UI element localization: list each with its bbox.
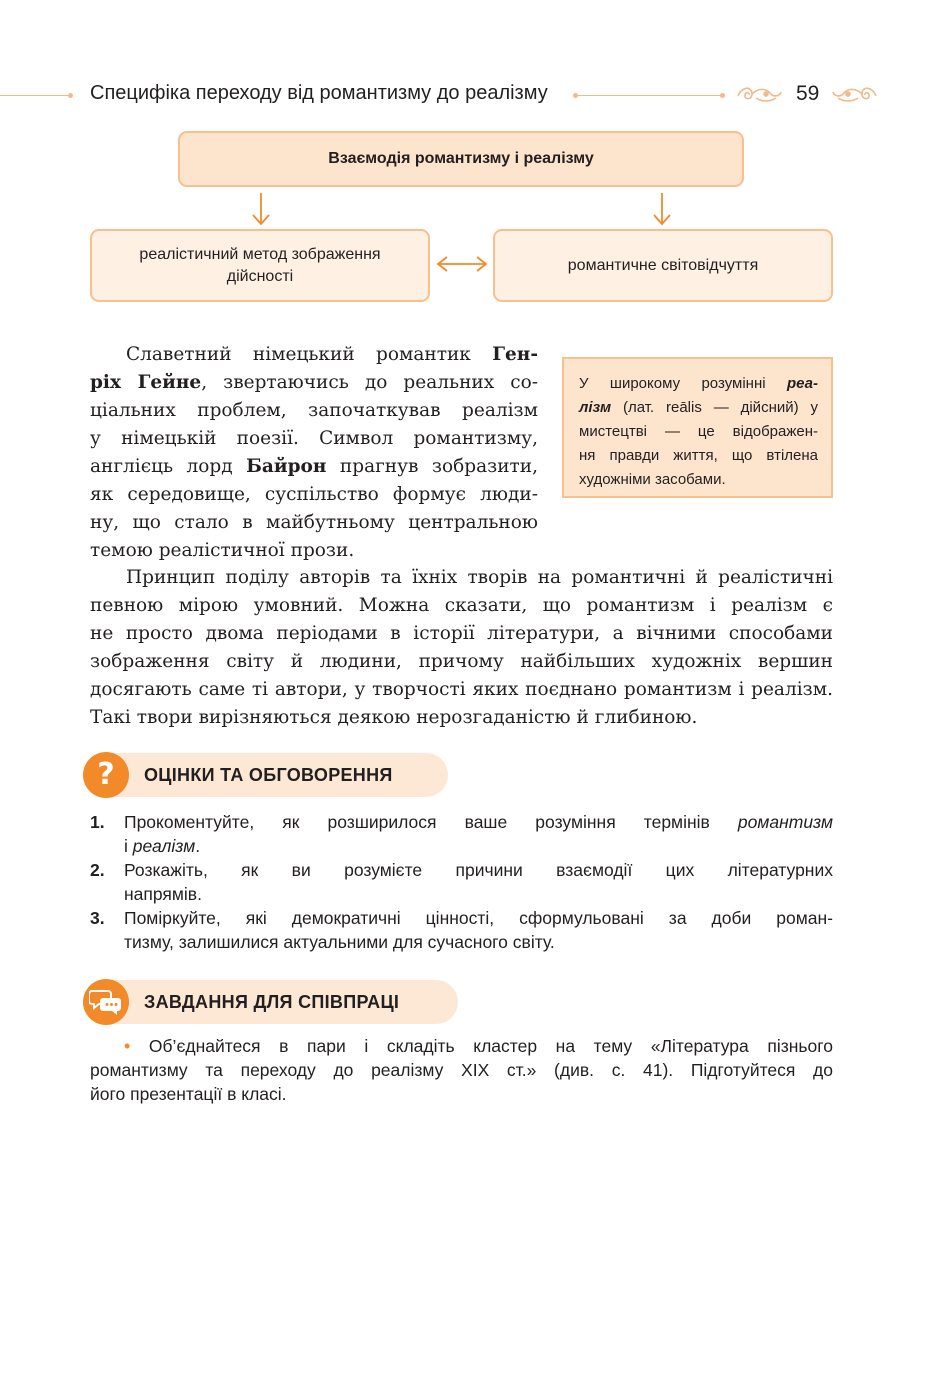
arrow-double-horizontal-icon [436, 254, 488, 274]
list-item: 1. Прокоментуйте, як розширилося ваше розуміння термінів романтизм і реалізм. [90, 812, 833, 856]
paragraph-line: Принцип поділу авторів та їхніх творів на романтичні й реалістичні [126, 567, 833, 588]
paragraph-line: англієць лорд Байрон прагнув зобразити, [90, 456, 538, 477]
paragraph-line: досягають саме ті автори, у творчості яких поєднано романтизм і реалізм. [90, 679, 833, 700]
note-line: лізм (лат. reālis — дійсний) у [579, 399, 818, 416]
definition-note-box [562, 357, 833, 498]
arrow-down-left-icon [250, 192, 272, 226]
diagram-right-box [493, 229, 833, 302]
paragraph-line: як середовище, суспільство формує люди- [90, 484, 538, 505]
diagram-top-box [178, 131, 744, 187]
section-title-cooperation: ЗАВДАННЯ ДЛЯ СПІВПРАЦІ [144, 992, 400, 1012]
ornament-left-icon [736, 84, 782, 106]
task-line: його презентації в класі. [90, 1084, 287, 1104]
running-header-title: Специфіка переходу від романтизму до реалізму [90, 82, 548, 104]
paragraph-line: у німецькій поезії. Символ романтизму, [90, 428, 538, 449]
paragraph-line: ріх Гейне, звертаючись до реальних со- [90, 372, 538, 393]
task-line: романтизму та переходу до реалізму XIX ст.» (див. с. 41). Підготуйтеся до [90, 1060, 833, 1080]
header-rule-dot-mid-right [720, 93, 725, 98]
paragraph-heine-byron [90, 341, 538, 565]
ornament-right-icon [832, 84, 878, 106]
task-line: • Об’єднайтеся в пари і складіть кластер на тему «Література пізнього [124, 1036, 833, 1056]
discussion-questions-list [90, 810, 833, 954]
list-item-number: 3. [90, 908, 105, 928]
header-rule-dot-left [68, 93, 73, 98]
paragraph-line: не просто двома періодами в історії літератури, а вічними способами [90, 623, 833, 644]
diagram-right-label: романтичне світовідчуття [567, 256, 759, 274]
diagram-top-label: Взаємодія романтизму і реалізму [328, 150, 594, 167]
list-item: 3. Поміркуйте, які демократичні цінності, сформульовані за доби роман- тизму, залишилися актуальними для сучасного світу. [90, 908, 833, 952]
note-line: У широкому розумінні реа- [579, 375, 818, 392]
paragraph-principle [90, 564, 833, 732]
header-rule-left [0, 95, 70, 96]
paragraph-line: ну, що стало в майбутньому центральною [90, 512, 538, 533]
list-item-number: 1. [90, 812, 105, 832]
paragraph-line: темою реалістичної прози. [90, 540, 355, 561]
question-icon: ? [83, 752, 129, 798]
note-line: ня правди життя, що втілена [579, 447, 818, 464]
paragraph-line: Славетний німецький романтик Ген- [126, 344, 538, 365]
list-item-number: 2. [90, 860, 105, 880]
list-item: 2. Розкажіть, як ви розумієте причини взаємодії цих літературних напрямів. [90, 860, 833, 904]
page-number: 59 [796, 82, 820, 105]
arrow-down-right-icon [651, 192, 673, 226]
paragraph-line: зображення світу й людини, причому найбільших художніх вершин [90, 651, 833, 672]
note-line: мистецтві — це відображен- [579, 423, 818, 440]
diagram-left-label: реалістичний метод зображення дійсності [139, 245, 381, 285]
note-line: художніми засобами. [579, 471, 726, 488]
paragraph-line: певною мірою умовний. Можна сказати, що романтизм і реалізм є [90, 595, 833, 616]
paragraph-line: Такі твори вирізняються деякою нерозгаданістю й глибиною. [90, 707, 698, 728]
diagram-left-box [90, 229, 430, 302]
chat-bubbles-icon [83, 979, 129, 1025]
header-rule-middle [576, 95, 722, 96]
paragraph-line: ціальних проблем, започаткував реалізм [90, 400, 538, 421]
cooperation-task [90, 1034, 833, 1106]
bullet-icon: • [124, 1036, 131, 1056]
section-title-discussion: ОЦІНКИ ТА ОБГОВОРЕННЯ [144, 765, 393, 785]
